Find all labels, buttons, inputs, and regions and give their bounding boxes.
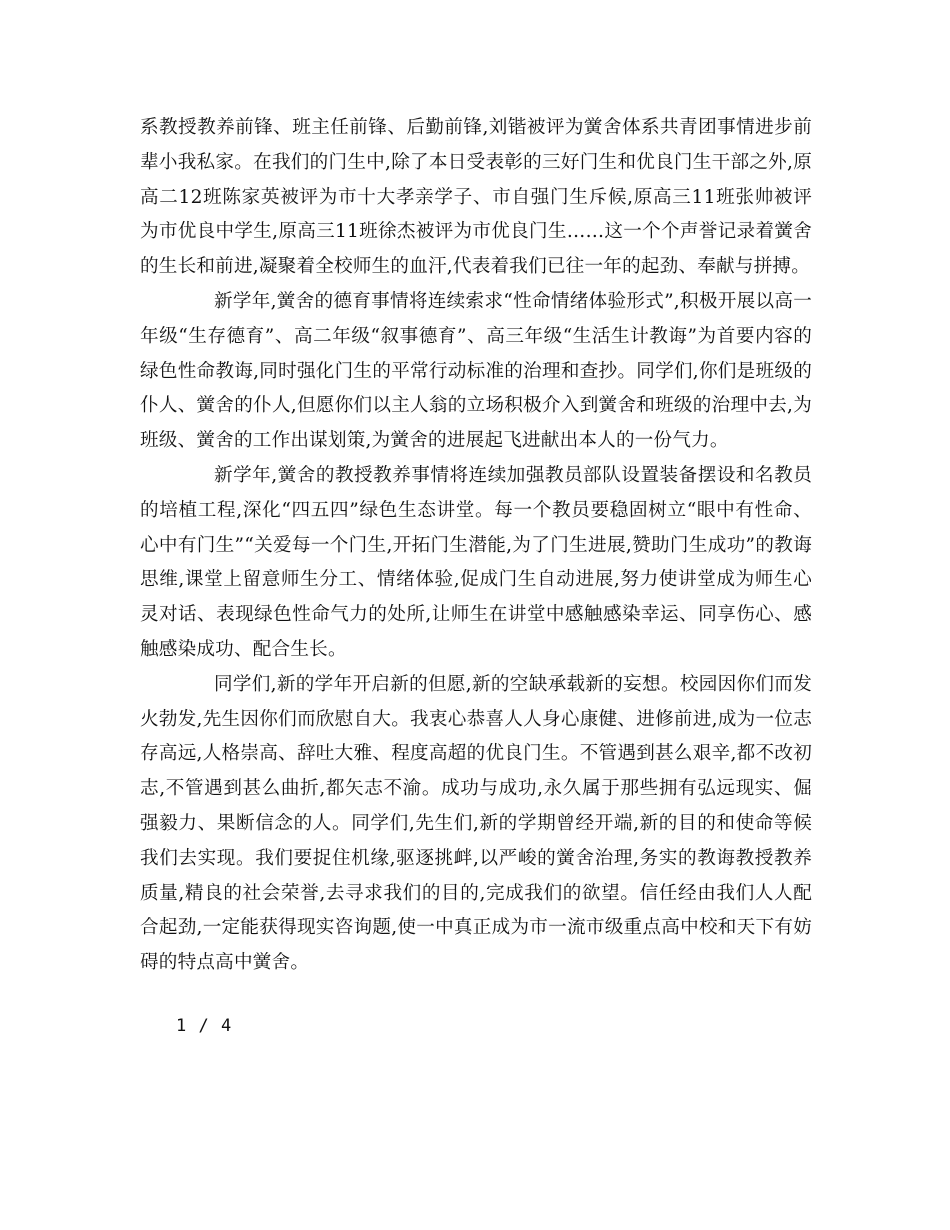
paragraph-4: 同学们,新的学年开启新的但愿,新的空缺承载新的妄想。校园因你们而发火勃发,先生因你们而欣慰自大。我衷心恭喜人人身心康健、进修前进,成为一位志存高远,人格崇高、辞吐大雅、程度高超的优良门生。不管遇到甚么艰辛,都不改初志,不管遇到甚么曲折,都矢志不渝。成功与成功,永久属于那些拥有弘远现实、倔强毅力、果断信念的人。同学们,先生们,新的学期曾经开端,新的目的和使命等候我们去实现。我们要捉住机缘,驱逐挑衅,以严峻的黉舍治理,务实的教诲教授教养质量,精良的社会荣誉,去寻求我们的目的,完成我们的欲望。信任经由我们人人配合起劲,一定能获得现实咨询题,使一中真正成为市一流市级重点高中校和天下有妨碍的特点高中黉舍。 — [140, 673, 812, 974]
paragraph-1: 系教授教养前锋、班主任前锋、后勤前锋,刘锴被评为黉舍体系共青团事情进步前辈小我私家。在我们的门生中,除了本日受表彰的三好门生和优良门生干部之外,原高二12班陈家英被评为市十大孝亲学子、市自强门生斥候,原高三11班张帅被评为市优良中学生,原高三11班徐杰被评为市优良门生……这一个个声誉记录着黉舍的生长和前进,凝聚着全校师生的血汗,代表着我们已往一年的起劲、奉献与拼搏。 — [140, 117, 812, 278]
document-body — [140, 111, 812, 981]
page-number: 1 / 4 — [176, 1016, 233, 1036]
paragraph-3: 新学年,黉舍的教授教养事情将连续加强教员部队设置装备摆设和名教员的培植工程,深化“四五四”绿色生态讲堂。每一个教员要稳固树立“眼中有性命、心中有门生”“关爱每一个门生,开拓门生潜能,为了门生进展,赞助门生成功”的教诲思维,课堂上留意师生分工、情绪体验,促成门生自动进展,努力使讲堂成为师生心灵对话、表现绿色性命气力的处所,让师生在讲堂中感触感染幸运、同享伤心、感触感染成功、配合生长。 — [140, 464, 812, 660]
paragraph-2: 新学年,黉舍的德育事情将连续索求“性命情绪体验形式”,积极开展以高一年级“生存德育”、高二年级“叙事德育”、高三年级“生活生计教诲”为首要内容的绿色性命教诲,同时强化门生的平常行动标准的治理和查抄。同学们,你们是班级的仆人、黉舍的仆人,但愿你们以主人翁的立场积极介入到黉舍和班级的治理中去,为班级、黉舍的工作出谋划策,为黉舍的进展起飞进献出本人的一份气力。 — [140, 290, 812, 452]
